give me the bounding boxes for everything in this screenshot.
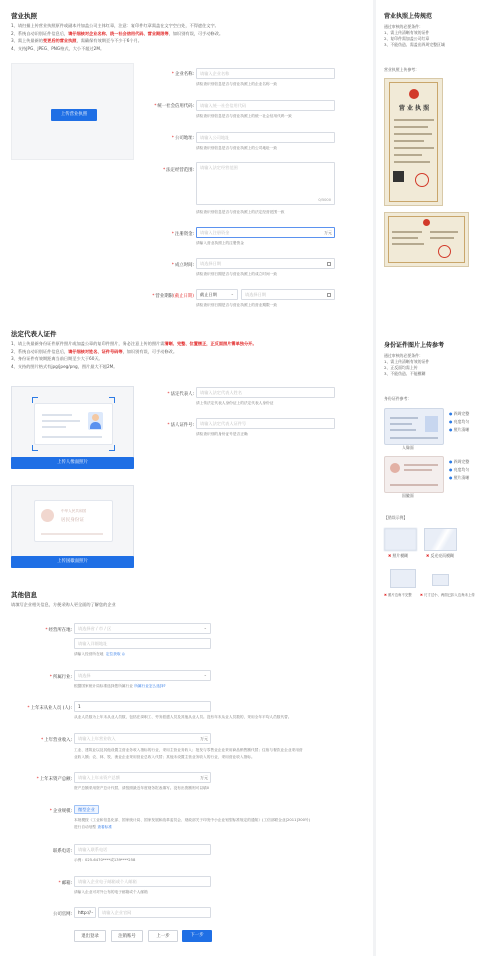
phone-input[interactable]: 请输入联系电话 — [74, 844, 211, 855]
chevron-down-icon: ⌄ — [230, 291, 234, 296]
side-panel — [376, 0, 500, 956]
id-sample-front — [384, 408, 444, 445]
id-front-checklist: ● 四周完整 ● 亮度均匀 ● 照片清晰 — [449, 411, 470, 432]
legal-note-4: 4、支持的图片格式有jpg/jpeg/png，图片最大不超2M。 — [11, 363, 118, 369]
license-note-3: 3、需上传最新的变更后的营业执照，需确保有效期至今不少于6个月。 — [11, 38, 142, 44]
company-name-hint: 请检查识别信息是否与营业执照上的企业名称一致 — [196, 82, 278, 86]
legal-id-hint: 请检查识别的身份证号是否正确 — [196, 432, 248, 436]
license-sample-title: 营 业 执 照 — [398, 105, 430, 112]
legal-note-2: 2、系统自动识别证件信息后，请仔细核对姓名、证件号码等，如识别有误，可手动修改。 — [11, 348, 178, 354]
id-back-title: 中华人民共和国 — [61, 509, 87, 513]
scale-label: *企业规模: — [49, 809, 72, 814]
license-note-4: 4、支持JPG、JPEG、PNG格式，大小不超过2M。 — [11, 45, 105, 51]
email-hint: 请输入企业可对外公布的电子邮箱或个人邮箱 — [74, 890, 148, 894]
cancel-account-button[interactable]: 注销账号 — [111, 930, 143, 942]
registered-capital-hint: 请输入营业执照上的注册资金 — [196, 241, 244, 245]
license-guide-notes: 通过审核的必要条件： 1、需上传清晰有效的证件 2、复印件需加盖公司红章 3、不能伪造、需盖出四周完整区域 — [384, 24, 445, 47]
scale-hint: 本规模按《工业和信息化部、国家统计局、国家发展和改革委员会、财政部关于印发中小企业划型标准规定的通知》(工信部联企业[2011]300号) 进行自动划型 查看标准 — [74, 818, 311, 829]
business-scope-hint: 请检查识别信息是否与营业执照上的法定经营范围一致 — [196, 210, 285, 214]
company-name-label: *企业名称: — [171, 72, 194, 77]
founded-date-hint: 请检查识别日期是否与营业执照上的成立时间一致 — [196, 272, 278, 276]
chevron-down-icon: ⌄ — [90, 909, 94, 914]
industry-label: *所属行业: — [49, 675, 72, 680]
business-term-label: *营业期限(截止日期) — [152, 294, 194, 299]
id-front-sample-label: 人像面 — [402, 445, 414, 450]
business-term-select[interactable]: 截止日期 ⌄ — [196, 289, 238, 300]
calendar-icon — [327, 262, 331, 266]
industry-help-link[interactable]: 所属行业怎么选择? — [134, 684, 166, 688]
assets-unit: 万元 — [200, 775, 208, 780]
registered-capital-input[interactable]: 请输入注册资金 万元 — [196, 227, 335, 238]
bad-sample-cropped-label: ✖ 照片边角不完整 — [384, 593, 412, 597]
credit-code-label: *统一社会信用代码: — [154, 104, 194, 109]
phone-hint: 示例：025-6470****或139****258 — [74, 858, 136, 862]
logout-button[interactable]: 退出登录 — [74, 930, 106, 942]
upload-id-front-button[interactable]: 上传人像面照片 — [11, 457, 134, 469]
legal-note-1: 1、请上传最新身份证件原件照片或加盖公章的复印件照片，务必注意上传的照片需清晰、完整、位置摆正，正反面照片需单独分开。 — [11, 341, 257, 346]
business-term-date-input[interactable]: 请选择日期 — [241, 289, 335, 300]
emblem-icon — [409, 89, 419, 99]
revenue-input[interactable]: 请输入上年营业收入 万元 — [74, 733, 211, 744]
scale-standard-link[interactable]: 查看标准 — [97, 825, 113, 829]
id-back-sample-label: 国徽面 — [402, 493, 414, 498]
chevron-down-icon: ⌄ — [203, 672, 207, 677]
emblem-icon — [423, 219, 430, 226]
legal-section-title: 法定代表人证件 — [11, 330, 57, 338]
credit-code-hint: 请检查识别信息是否与营业执照上的统一社会信用代码一致 — [196, 114, 292, 118]
bad-sample-blurry — [384, 528, 417, 551]
error-icon: ✖ — [426, 553, 430, 558]
person-icon — [88, 412, 103, 430]
industry-select[interactable]: 请选择 ⌄ — [74, 670, 211, 681]
staff-hint: 从业人员数为上年末从业人员数，包括在岗职工、劳务派遣人员及其他从业人员。没有年末从业人员数的，采用全年平均人员数代替。 — [74, 715, 292, 719]
qr-code-icon — [393, 171, 404, 182]
id-back-illustration — [34, 500, 113, 542]
website-input[interactable]: 请输入企业官网 — [98, 907, 211, 918]
company-name-input[interactable]: 请输入企业名称 — [196, 68, 335, 79]
credit-code-input[interactable]: 请输入统一社会信用代码 — [196, 100, 335, 111]
bad-sample-cropped — [390, 569, 416, 588]
location-icon: ◎ — [120, 652, 125, 656]
scale-tag: 微型企业 — [74, 805, 99, 814]
error-icon: ✖ — [384, 593, 387, 597]
id-back-subtitle: 居民身份证 — [61, 518, 84, 523]
legal-id-input[interactable]: 请输入法定代表人证件号 — [196, 418, 335, 429]
license-upload-area[interactable] — [11, 63, 134, 160]
revenue-hint: 工业、建筑业以及其他设置主营业务收入指标的行业，采用主营业务收入；批发与零售业企业采用商品销售额代替；住宿与餐饮业企业采用营 业收入额；农、林、牧、渔业企业采用营业总收入代替；其他未设置主营业务收入的行业，采用营业收入指标。 — [74, 748, 303, 759]
business-term-hint: 请检查识别日期是否与营业执照上的营业期限一致 — [196, 303, 278, 307]
other-section-title: 其他信息 — [11, 591, 37, 599]
error-icon: ✖ — [388, 553, 392, 558]
id-ref-label: 身份证件参考： — [384, 396, 412, 401]
legal-notes — [11, 340, 257, 370]
id-sample-back — [384, 456, 444, 493]
registered-capital-label: *注册资金: — [171, 232, 194, 237]
locate-link[interactable]: 定位获取 — [105, 652, 121, 656]
legal-rep-hint: 请上传法定代表人身份证上的法定代表人身份证 — [196, 401, 274, 405]
license-note-1: 1、请扫描上传营业执照原件或副本并加盖公司主体红章，注意：复印件红章需盖在文字空白处，不得遮住文字。 — [11, 23, 219, 28]
bad-sample-small — [432, 574, 449, 586]
bad-sample-blurry-label: ✖ 照片模糊 — [388, 553, 409, 558]
website-label: 公司官网: — [52, 912, 72, 917]
calendar-icon — [327, 293, 331, 297]
bad-sample-glare-label: ✖ 反光亮而模糊 — [426, 553, 454, 558]
company-address-input[interactable]: 请输入公司地址 — [196, 132, 335, 143]
email-input[interactable]: 请输入企业电子邮箱或个人邮箱 — [74, 876, 211, 887]
phone-label: 联系电话: — [52, 849, 72, 854]
detail-address-input[interactable]: 请输入详细地址 — [74, 638, 211, 649]
region-label: *经营所在地: — [45, 628, 72, 633]
upload-id-back-button[interactable]: 上传国徽面照片 — [11, 556, 134, 568]
license-note-2: 2、系统自动识别证件信息后，请仔细核对企业名称、统一社会信用代码、营业期限等，如识别有误，可手动修改。 — [11, 30, 224, 36]
assets-hint: 资产总额采用资产总计代替，请按照最近年度财务报表填写。没有出资额则可以填0 — [74, 786, 210, 790]
industry-hint: 根据国家统计局标准选择您所属行业 所属行业怎么选择? — [74, 684, 166, 688]
license-ref-label: 营业执照上传参考： — [384, 67, 420, 72]
id-guide-title: 身份证件图片上传参考 — [384, 342, 445, 349]
error-icon: ✖ — [420, 593, 423, 597]
bad-sample-glare — [424, 528, 457, 551]
legal-rep-label: *法定代表人: — [167, 392, 194, 397]
id-guide-notes: 通过审核的必要条件： 1、需上传清晰有效的证件 2、正反面均需上传 3、不能伪造、不能模糊 — [384, 353, 430, 376]
red-seal-icon — [415, 173, 429, 187]
company-address-label: *公司地址: — [171, 136, 194, 141]
bad-examples-title: 【错误示例】 — [384, 515, 408, 520]
revenue-unit: 万元 — [200, 736, 208, 741]
license-guide-title: 营业执照上传规范 — [384, 13, 433, 20]
next-step-button[interactable]: 下一步 — [182, 930, 212, 942]
revenue-label: *上年营业收入: — [40, 738, 72, 743]
legal-id-label: *法人证件号: — [167, 423, 194, 428]
region-hint: 请输入经营所在地 定位获取 ◎ — [74, 652, 125, 656]
company-address-hint: 请检查识别信息是否与营业执照上的公司地址一致 — [196, 146, 278, 150]
founded-date-input[interactable]: 请选择日期 — [196, 258, 335, 269]
legal-rep-input[interactable]: 请输入法定代表人姓名 — [196, 387, 335, 398]
license-sample-landscape — [384, 212, 469, 267]
bad-sample-small-label: ✖ 尺寸过小、两面已扣入边角未上传 — [420, 593, 475, 597]
business-scope-counter: 0/5000 — [318, 198, 331, 202]
business-scope-label: *法定经营范围: — [162, 168, 194, 173]
assets-label: *上年末资产总额: — [36, 777, 72, 782]
emblem-icon — [41, 509, 54, 522]
business-scope-textarea[interactable] — [196, 162, 335, 205]
id-front-illustration — [34, 403, 113, 445]
chevron-down-icon: ⌄ — [203, 625, 207, 630]
other-section-subtitle: 请填写企业相关信息，方便采购人更全面的了解您的企业 — [11, 602, 116, 607]
staff-label: *上年末从业人员 (人): — [27, 706, 72, 711]
prev-step-button[interactable]: 上一步 — [148, 930, 178, 942]
assets-input[interactable]: 请输入上年末资产总额 万元 — [74, 772, 211, 783]
id-back-checklist: ● 四周完整 ● 亮度均匀 ● 照片清晰 — [449, 459, 470, 480]
founded-date-label: *成立时间: — [171, 263, 194, 268]
region-select[interactable]: 请选择省 / 市 / 区 ⌄ — [74, 623, 211, 634]
email-label: *邮箱: — [58, 881, 72, 886]
red-seal-icon — [438, 245, 451, 258]
license-sample-portrait — [384, 78, 443, 206]
license-section-title: 营业执照 — [11, 12, 37, 20]
capital-unit: 万元 — [324, 230, 332, 235]
protocol-select[interactable]: http:// ⌄ — [74, 907, 96, 918]
upload-license-button[interactable]: 上传营业执照 — [51, 109, 97, 121]
business-scope-placeholder: 请输入法定经营范围 — [200, 165, 238, 170]
staff-input[interactable]: 1 — [74, 701, 211, 712]
license-notes — [11, 22, 223, 52]
legal-note-3: 3、身份证件有效期距离当前日期至少大于60天。 — [11, 356, 103, 362]
